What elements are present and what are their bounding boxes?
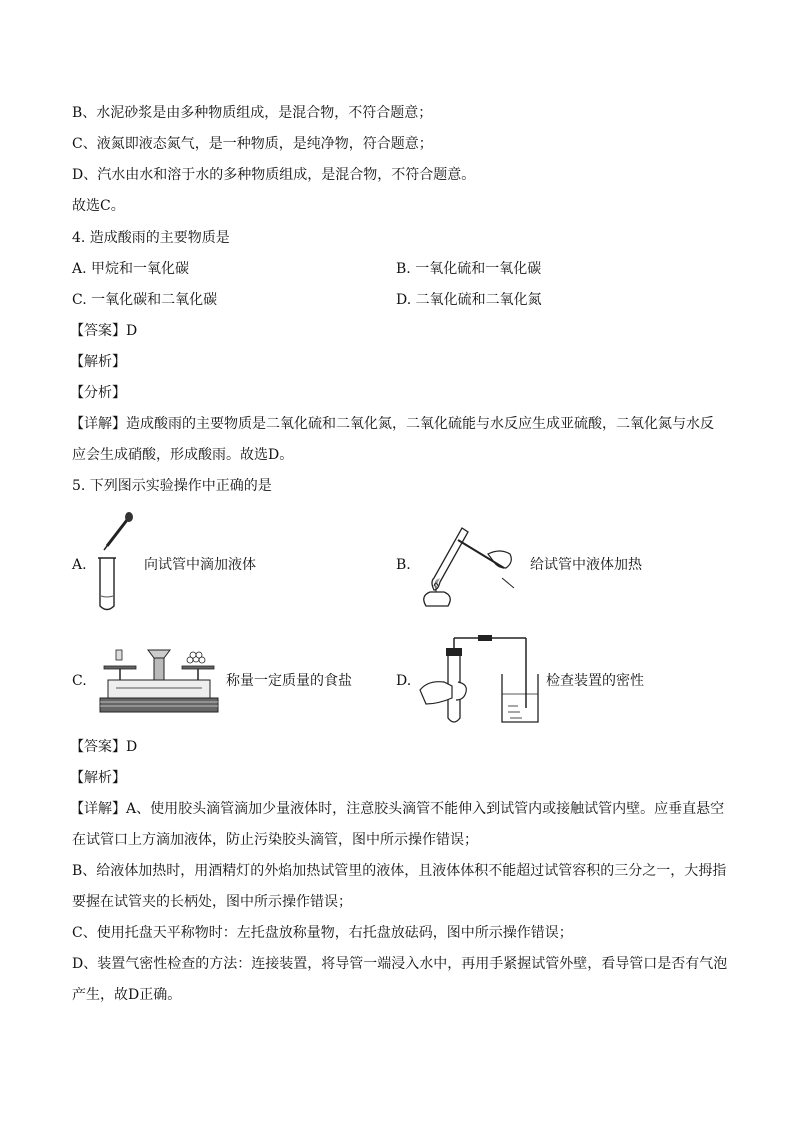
q4-detail-1: 【详解】造成酸雨的主要物质是二氧化硫和二氧化氮，二氧化硫能与水反应生成亚硫酸，二氧化氮与水反 xyxy=(70,416,714,432)
airtightness-drawing xyxy=(418,634,544,726)
q5-label-a: A. xyxy=(72,557,87,573)
dropper-testtube-drawing xyxy=(92,512,142,614)
text-line-d: D、汽水由水和溶于水的多种物质组成，是混合物，不符合题意。 xyxy=(72,167,476,183)
balance-figure xyxy=(98,640,220,718)
dropper-testtube-figure xyxy=(92,512,142,614)
q4-analysis-heading: 【解析】 xyxy=(70,354,126,370)
q5-detail-5: C、使用托盘天平称物时：左托盘放称量物，右托盘放砝码，图中所示操作错误； xyxy=(72,925,573,941)
q5-answer: 【答案】D xyxy=(70,739,138,755)
q5-caption-d: 检查装置的密性 xyxy=(546,673,644,689)
balance-drawing xyxy=(98,640,220,718)
q5-analysis-heading: 【解析】 xyxy=(70,770,126,786)
text-line-conclusion: 故选C。 xyxy=(72,198,125,214)
q4-option-d: D. 二氧化硫和二氧化氮 xyxy=(396,292,542,308)
q4-option-c: C. 一氧化碳和二氧化碳 xyxy=(72,292,218,308)
q5-detail-1: 【详解】A、使用胶头滴管滴加少量液体时，注意胶头滴管不能伸入到试管内或接触试管内壁。应垂直悬空 xyxy=(70,801,725,817)
q5-detail-2: 在试管口上方滴加液体，防止污染胶头滴管，图中所示操作错误； xyxy=(72,832,478,848)
q5-detail-3: B、给液体加热时，用酒精灯的外焰加热试管里的液体，且液体体积不能超过试管容积的三分之一，大拇指 xyxy=(72,863,727,879)
q5-detail-7: 产生，故D正确。 xyxy=(72,987,182,1003)
q5-caption-b: 给试管中液体加热 xyxy=(530,557,642,573)
q5-label-b: B. xyxy=(396,557,411,573)
q4-stem: 4. 造成酸雨的主要物质是 xyxy=(72,230,230,246)
q5-caption-c: 称量一定质量的食盐 xyxy=(226,673,352,689)
q4-answer: 【答案】D xyxy=(70,323,138,339)
q5-detail-4: 要握在试管夹的长柄处，图中所示操作错误； xyxy=(72,894,352,910)
q4-fenxi-heading: 【分析】 xyxy=(70,385,126,401)
q5-label-d: D. xyxy=(396,673,412,689)
q5-caption-a: 向试管中滴加液体 xyxy=(144,557,256,573)
airtightness-figure xyxy=(418,634,544,726)
q4-option-b: B. 一氧化硫和一氧化碳 xyxy=(396,261,542,277)
heating-testtube-figure xyxy=(414,518,524,614)
text-line-b: B、水泥砂浆是由多种物质组成，是混合物，不符合题意； xyxy=(72,105,433,121)
text-line-c: C、液氮即液态氮气，是一种物质，是纯净物，符合题意； xyxy=(72,136,433,152)
q5-label-c: C. xyxy=(72,673,87,689)
q5-detail-6: D、装置气密性检查的方法：连接装置，将导管一端浸入水中，再用手紧握试管外壁，看导管口是否有气泡 xyxy=(72,956,728,972)
q4-option-a: A. 甲烷和一氧化碳 xyxy=(72,261,190,277)
q5-stem: 5. 下列图示实验操作中正确的是 xyxy=(72,478,272,494)
heating-testtube-drawing xyxy=(414,518,524,614)
q4-detail-2: 应会生成硝酸，形成酸雨。故选D。 xyxy=(72,447,294,463)
